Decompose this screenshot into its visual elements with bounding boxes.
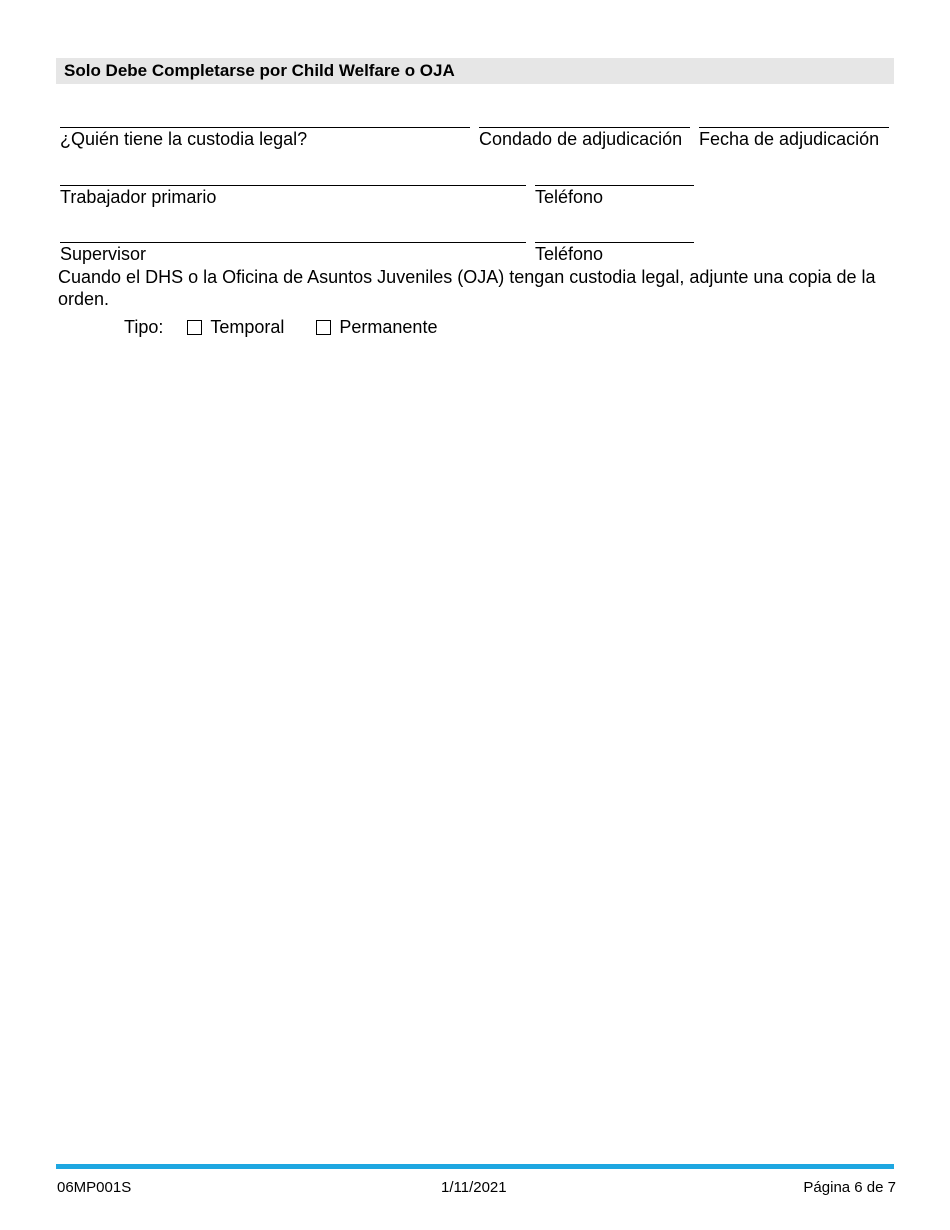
footer-rule — [56, 1164, 894, 1169]
type-option-permanente[interactable] — [316, 317, 437, 338]
permanente-label: Permanente — [339, 316, 438, 337]
primary-worker-field[interactable] — [60, 185, 526, 210]
legal-custody-field[interactable] — [60, 127, 470, 152]
section-header — [56, 58, 894, 84]
type-selector — [124, 316, 469, 338]
supervisor-label: Supervisor — [60, 244, 147, 264]
supervisor-field[interactable] — [60, 242, 526, 267]
temporal-checkbox[interactable] — [187, 320, 202, 335]
adjudication-county-label: Condado de adjudicación — [479, 129, 683, 149]
footer-form-id: 06MP001S — [57, 1179, 132, 1196]
type-label: Tipo: — [124, 316, 164, 337]
primary-worker-phone-label: Teléfono — [535, 187, 604, 207]
footer-date: 1/11/2021 — [441, 1179, 507, 1196]
section-title: Solo Debe Completarse por Child Welfare o OJA — [64, 61, 455, 80]
supervisor-phone-field[interactable] — [535, 242, 694, 267]
custody-order-note: Cuando el DHS o la Oficina de Asuntos Juveniles (OJA) tengan custodia legal, adjunte una copia de la orden. — [58, 267, 876, 309]
type-option-temporal[interactable] — [187, 317, 284, 338]
primary-worker-phone-field[interactable] — [535, 185, 694, 210]
legal-custody-label: ¿Quién tiene la custodia legal? — [60, 129, 308, 149]
primary-worker-label: Trabajador primario — [60, 187, 217, 207]
adjudication-date-field[interactable] — [699, 127, 889, 152]
temporal-label: Temporal — [210, 316, 285, 337]
adjudication-county-field[interactable] — [479, 127, 690, 152]
footer-page-number: Página 6 de 7 — [803, 1179, 896, 1196]
supervisor-phone-label: Teléfono — [535, 244, 604, 264]
adjudication-date-label: Fecha de adjudicación — [699, 129, 880, 149]
permanente-checkbox[interactable] — [316, 320, 331, 335]
